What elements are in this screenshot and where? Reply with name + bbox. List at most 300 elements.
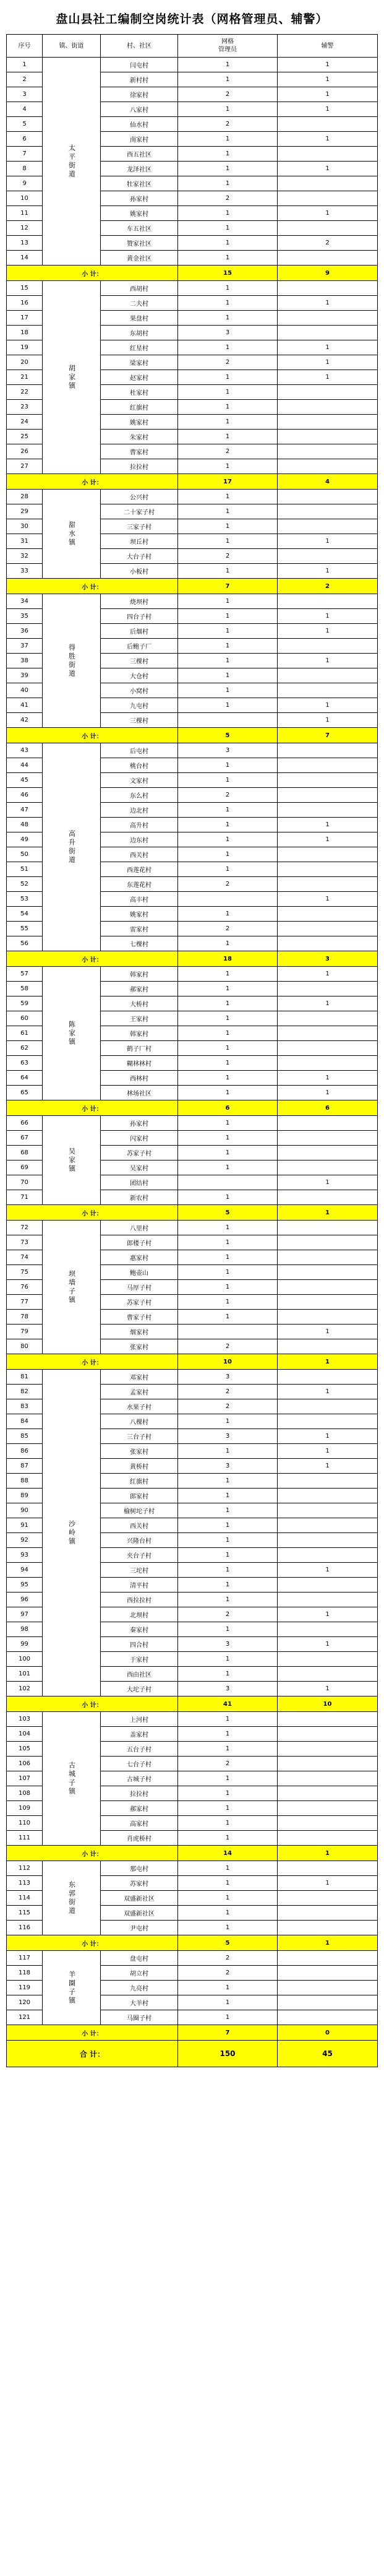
grid-admin-count: 2 [178, 117, 278, 132]
row-index: 74 [7, 1250, 43, 1265]
auxiliary-police-count: 1 [278, 1682, 378, 1696]
row-index: 64 [7, 1071, 43, 1086]
row-index: 36 [7, 624, 43, 639]
village-name: 八棵村 [101, 1414, 178, 1429]
grid-admin-count: 1 [178, 803, 278, 818]
row-index: 51 [7, 862, 43, 877]
row-index: 22 [7, 385, 43, 400]
auxiliary-police-count [278, 1190, 378, 1205]
vacancy-table [6, 34, 378, 2067]
auxiliary-police-count [278, 147, 378, 162]
village-name: 大桥村 [101, 996, 178, 1011]
auxiliary-police-count [278, 1339, 378, 1354]
auxiliary-police-count [278, 936, 378, 951]
row-index: 80 [7, 1339, 43, 1354]
row-index: 21 [7, 370, 43, 385]
row-index: 73 [7, 1235, 43, 1250]
auxiliary-police-count [278, 1966, 378, 1981]
row-index: 46 [7, 788, 43, 803]
row-index: 40 [7, 683, 43, 698]
auxiliary-police-count [278, 877, 378, 892]
auxiliary-police-count [278, 1026, 378, 1041]
grid-admin-count: 1 [178, 1831, 278, 1846]
village-name: 高丰村 [101, 892, 178, 907]
subtotal-label: 小 计： [7, 1846, 178, 1861]
auxiliary-police-count [278, 459, 378, 474]
table-row [7, 1370, 378, 1385]
row-index: 45 [7, 773, 43, 788]
subtotal-label: 小 计： [7, 1100, 178, 1116]
table-row [7, 281, 378, 296]
row-index: 90 [7, 1503, 43, 1518]
village-name: 双盛新社区 [101, 1906, 178, 1921]
grid-admin-count: 1 [178, 2010, 278, 2025]
row-index: 28 [7, 490, 43, 504]
subtotal-label: 小 计： [7, 266, 178, 281]
total-grid-admin: 150 [178, 2041, 278, 2067]
auxiliary-police-count [278, 2010, 378, 2025]
header-village: 村、社区 [101, 35, 178, 58]
row-index: 112 [7, 1861, 43, 1876]
auxiliary-police-count [278, 1280, 378, 1295]
row-index: 116 [7, 1921, 43, 1935]
grid-admin-count: 1 [178, 58, 278, 72]
row-index: 79 [7, 1325, 43, 1339]
grid-admin-count: 1 [178, 683, 278, 698]
subtotal-label: 小 计： [7, 1354, 178, 1370]
subtotal-auxiliary-police: 1 [278, 1205, 378, 1221]
auxiliary-police-count [278, 1414, 378, 1429]
auxiliary-police-count: 1 [278, 87, 378, 102]
village-name: 邓家村 [101, 1370, 178, 1385]
grid-admin-count: 1 [178, 624, 278, 639]
grid-admin-count: 1 [178, 1221, 278, 1235]
row-index: 62 [7, 1041, 43, 1056]
auxiliary-police-count: 1 [278, 1563, 378, 1578]
auxiliary-police-count [278, 1116, 378, 1131]
row-index: 15 [7, 281, 43, 296]
auxiliary-police-count [278, 907, 378, 922]
auxiliary-police-count [278, 1771, 378, 1786]
auxiliary-police-count [278, 922, 378, 936]
grid-admin-count: 1 [178, 1414, 278, 1429]
village-name: 小板村 [101, 564, 178, 579]
grid-admin-count: 2 [178, 788, 278, 803]
auxiliary-police-count [278, 1995, 378, 2010]
grid-admin-count: 1 [178, 1503, 278, 1518]
table-row [7, 1861, 378, 1876]
auxiliary-police-count: 1 [278, 1876, 378, 1891]
village-name: 东么村 [101, 788, 178, 803]
header-auxiliary-police: 辅警 [278, 35, 378, 58]
total-auxiliary-police: 45 [278, 2041, 378, 2067]
village-name: 西关村 [101, 847, 178, 862]
total-row [7, 2041, 378, 2067]
grid-admin-count: 1 [178, 1056, 278, 1071]
grid-admin-count [178, 1325, 278, 1339]
village-name: 拉拉村 [101, 459, 178, 474]
row-index: 94 [7, 1563, 43, 1578]
village-name: 大台子村 [101, 549, 178, 564]
village-name: 于家村 [101, 1652, 178, 1667]
grid-admin-count: 1 [178, 862, 278, 877]
grid-admin-count: 1 [178, 340, 278, 355]
row-index: 16 [7, 296, 43, 311]
subtotal-row [7, 2025, 378, 2041]
village-name: 牡家社区 [101, 176, 178, 191]
village-name: 赞家社区 [101, 236, 178, 251]
village-name: 八家村 [101, 102, 178, 117]
grid-admin-count: 2 [178, 549, 278, 564]
row-index: 66 [7, 1116, 43, 1131]
table-body [7, 58, 378, 2067]
auxiliary-police-count [278, 1727, 378, 1742]
grid-admin-count: 1 [178, 1816, 278, 1831]
grid-admin-count: 1 [178, 1727, 278, 1742]
village-name: 团结村 [101, 1175, 178, 1190]
header-town: 镇、街道 [43, 35, 101, 58]
grid-admin-count: 1 [178, 1667, 278, 1682]
grid-admin-count: 2 [178, 444, 278, 459]
grid-admin-count: 2 [178, 1966, 278, 1981]
village-name: 八里村 [101, 1221, 178, 1235]
row-index: 35 [7, 609, 43, 624]
auxiliary-police-count [278, 400, 378, 415]
grid-admin-count: 1 [178, 534, 278, 549]
village-name: 红星村 [101, 340, 178, 355]
grid-admin-count: 1 [178, 1295, 278, 1310]
village-name: 西关村 [101, 1518, 178, 1533]
subtotal-grid-admin: 15 [178, 266, 278, 281]
village-name: 后屯村 [101, 743, 178, 758]
row-index: 120 [7, 1995, 43, 2010]
grid-admin-count: 1 [178, 1921, 278, 1935]
grid-admin-count: 3 [178, 1637, 278, 1652]
auxiliary-police-count [278, 1981, 378, 1995]
auxiliary-police-count [278, 1786, 378, 1801]
village-name: 南家村 [101, 132, 178, 147]
village-name: 肖虎桥村 [101, 1831, 178, 1846]
subtotal-grid-admin: 5 [178, 1935, 278, 1951]
auxiliary-police-count [278, 1712, 378, 1727]
village-name: 孟家村 [101, 1385, 178, 1399]
village-name: 红旗村 [101, 400, 178, 415]
row-index: 100 [7, 1652, 43, 1667]
grid-admin-count: 1 [178, 1474, 278, 1489]
row-index: 14 [7, 251, 43, 266]
row-index: 113 [7, 1876, 43, 1891]
grid-admin-count: 1 [178, 847, 278, 862]
table-row [7, 967, 378, 982]
auxiliary-police-count: 1 [278, 1325, 378, 1339]
auxiliary-police-count [278, 1146, 378, 1160]
village-name: 姚家村 [101, 206, 178, 221]
row-index: 53 [7, 892, 43, 907]
auxiliary-police-count [278, 639, 378, 654]
auxiliary-police-count [278, 1518, 378, 1533]
row-index: 76 [7, 1280, 43, 1295]
subtotal-grid-admin: 18 [178, 951, 278, 967]
grid-admin-count: 1 [178, 519, 278, 534]
subtotal-auxiliary-police: 3 [278, 951, 378, 967]
subtotal-grid-admin: 14 [178, 1846, 278, 1861]
village-name: 二十家子村 [101, 504, 178, 519]
village-name: 五台子村 [101, 1742, 178, 1757]
village-name: 张家村 [101, 1339, 178, 1354]
auxiliary-police-count: 1 [278, 892, 378, 907]
auxiliary-police-count [278, 1593, 378, 1607]
grid-admin-count: 1 [178, 564, 278, 579]
auxiliary-police-count: 1 [278, 340, 378, 355]
grid-admin-count: 1 [178, 1235, 278, 1250]
grid-admin-count: 1 [178, 1891, 278, 1906]
grid-admin-count: 1 [178, 1995, 278, 2010]
village-name: 边北村 [101, 803, 178, 818]
village-name: 孙家村 [101, 191, 178, 206]
village-name: 鹤子厂村 [101, 1041, 178, 1056]
row-index: 70 [7, 1175, 43, 1190]
village-name: 三坨村 [101, 1563, 178, 1578]
grid-admin-count: 1 [178, 1190, 278, 1205]
row-index: 10 [7, 191, 43, 206]
auxiliary-police-count [278, 490, 378, 504]
subtotal-grid-admin: 7 [178, 2025, 278, 2041]
village-name: 苏家村 [101, 1876, 178, 1891]
row-index: 9 [7, 176, 43, 191]
table-row [7, 490, 378, 504]
village-name: 大仓村 [101, 668, 178, 683]
town-name: 甜水镇 [43, 490, 101, 579]
auxiliary-police-count [278, 1548, 378, 1563]
village-name: 郝家村 [101, 1801, 178, 1816]
row-index: 31 [7, 534, 43, 549]
row-index: 103 [7, 1712, 43, 1727]
grid-admin-count: 1 [178, 385, 278, 400]
grid-admin-count: 1 [178, 1131, 278, 1146]
town-name: 坝墙子镇 [43, 1221, 101, 1354]
auxiliary-police-count [278, 773, 378, 788]
village-name: 小窝村 [101, 683, 178, 698]
village-name: 拉拉村 [101, 1786, 178, 1801]
row-index: 41 [7, 698, 43, 713]
row-index: 96 [7, 1593, 43, 1607]
row-index: 23 [7, 400, 43, 415]
grid-admin-count: 1 [178, 1786, 278, 1801]
row-index: 67 [7, 1131, 43, 1146]
auxiliary-police-count [278, 1801, 378, 1816]
village-name: 七台子村 [101, 1757, 178, 1771]
auxiliary-police-count: 1 [278, 132, 378, 147]
village-name: 古城子村 [101, 1771, 178, 1786]
auxiliary-police-count [278, 1399, 378, 1414]
grid-admin-count: 2 [178, 1607, 278, 1622]
grid-admin-count: 1 [178, 1622, 278, 1637]
village-name: 坝丘村 [101, 534, 178, 549]
village-name: 清平村 [101, 1578, 178, 1593]
village-name: 公兴村 [101, 490, 178, 504]
row-index: 2 [7, 72, 43, 87]
row-index: 57 [7, 967, 43, 982]
village-name: 盖家村 [101, 1727, 178, 1742]
grid-admin-count: 1 [178, 415, 278, 430]
table-row [7, 1712, 378, 1727]
village-name: 韩家村 [101, 1026, 178, 1041]
grid-admin-count: 1 [178, 594, 278, 609]
town-name: 东郭街道 [43, 1861, 101, 1935]
grid-admin-count: 1 [178, 72, 278, 87]
grid-admin-count: 1 [178, 818, 278, 832]
row-index: 95 [7, 1578, 43, 1593]
grid-admin-count: 3 [178, 1429, 278, 1444]
village-name: 新农村 [101, 1190, 178, 1205]
grid-admin-count: 1 [178, 221, 278, 236]
row-index: 69 [7, 1160, 43, 1175]
row-index: 44 [7, 758, 43, 773]
grid-admin-count: 1 [178, 1489, 278, 1503]
grid-admin-count: 1 [178, 296, 278, 311]
subtotal-row [7, 474, 378, 490]
auxiliary-police-count [278, 444, 378, 459]
grid-admin-count: 1 [178, 1310, 278, 1325]
village-name: 韩家村 [101, 967, 178, 982]
row-index: 48 [7, 818, 43, 832]
grid-admin-count: 3 [178, 1459, 278, 1474]
subtotal-auxiliary-police: 1 [278, 1935, 378, 1951]
grid-admin-count: 1 [178, 281, 278, 296]
row-index: 86 [7, 1444, 43, 1459]
auxiliary-police-count [278, 1131, 378, 1146]
village-name: 黄金社区 [101, 251, 178, 266]
row-index: 109 [7, 1801, 43, 1816]
grid-admin-count: 1 [178, 1116, 278, 1131]
grid-admin-count: 1 [178, 1533, 278, 1548]
table-row [7, 1221, 378, 1235]
subtotal-label: 小 计： [7, 951, 178, 967]
subtotal-auxiliary-police: 1 [278, 1846, 378, 1861]
village-name: 林场社区 [101, 1086, 178, 1100]
village-name: 东莲花村 [101, 877, 178, 892]
grid-admin-count: 1 [178, 1026, 278, 1041]
row-index: 6 [7, 132, 43, 147]
grid-admin-count: 1 [178, 102, 278, 117]
row-index: 84 [7, 1414, 43, 1429]
subtotal-grid-admin: 6 [178, 1100, 278, 1116]
grid-admin-count: 2 [178, 1385, 278, 1399]
grid-admin-count: 1 [178, 311, 278, 326]
grid-admin-count: 2 [178, 1339, 278, 1354]
auxiliary-police-count [278, 847, 378, 862]
auxiliary-police-count: 1 [278, 370, 378, 385]
subtotal-row [7, 1205, 378, 1221]
grid-admin-count: 1 [178, 936, 278, 951]
grid-admin-count: 1 [178, 1160, 278, 1175]
grid-admin-count: 1 [178, 996, 278, 1011]
village-name: 车五社区 [101, 221, 178, 236]
auxiliary-police-count [278, 1533, 378, 1548]
auxiliary-police-count [278, 683, 378, 698]
village-name: 烟家村 [101, 1325, 178, 1339]
auxiliary-police-count [278, 1578, 378, 1593]
village-name: 仙水村 [101, 117, 178, 132]
row-index: 24 [7, 415, 43, 430]
row-index: 13 [7, 236, 43, 251]
grid-admin-count: 1 [178, 698, 278, 713]
grid-admin-count: 1 [178, 773, 278, 788]
village-name: 高升村 [101, 818, 178, 832]
village-name: 曹家子村 [101, 1310, 178, 1325]
row-index: 43 [7, 743, 43, 758]
auxiliary-police-count: 1 [278, 206, 378, 221]
auxiliary-police-count [278, 430, 378, 444]
row-index: 18 [7, 326, 43, 340]
village-name: 夹台子村 [101, 1548, 178, 1563]
grid-admin-count: 2 [178, 1399, 278, 1414]
subtotal-auxiliary-police: 7 [278, 728, 378, 743]
village-name: 西胡村 [101, 281, 178, 296]
subtotal-row [7, 1846, 378, 1861]
village-name: 盘屯村 [101, 1951, 178, 1966]
auxiliary-police-count: 1 [278, 713, 378, 728]
subtotal-label: 小 计： [7, 1935, 178, 1951]
grid-admin-count: 1 [178, 1771, 278, 1786]
row-index: 105 [7, 1742, 43, 1757]
auxiliary-police-count [278, 1816, 378, 1831]
village-name: 新村村 [101, 72, 178, 87]
row-index: 115 [7, 1906, 43, 1921]
village-name: 姚家村 [101, 415, 178, 430]
grid-admin-count: 1 [178, 504, 278, 519]
grid-admin-count: 1 [178, 400, 278, 415]
subtotal-label: 小 计： [7, 728, 178, 743]
table-row [7, 58, 378, 72]
row-index: 49 [7, 832, 43, 847]
subtotal-auxiliary-police: 0 [278, 2025, 378, 2041]
row-index: 104 [7, 1727, 43, 1742]
grid-admin-count: 1 [178, 832, 278, 847]
village-name: 张家村 [101, 1444, 178, 1459]
village-name: 马厚子村 [101, 1280, 178, 1295]
subtotal-grid-admin: 17 [178, 474, 278, 490]
town-name: 得胜街道 [43, 594, 101, 728]
village-name: 尹屯村 [101, 1921, 178, 1935]
auxiliary-police-count: 1 [278, 1429, 378, 1444]
grid-admin-count: 3 [178, 326, 278, 340]
village-name: 吴家村 [101, 1160, 178, 1175]
auxiliary-police-count: 1 [278, 72, 378, 87]
grid-admin-count: 2 [178, 922, 278, 936]
village-name: 文家村 [101, 773, 178, 788]
auxiliary-police-count: 2 [278, 236, 378, 251]
row-index: 27 [7, 459, 43, 474]
auxiliary-police-count [278, 1906, 378, 1921]
row-index: 4 [7, 102, 43, 117]
village-name: 胡立村 [101, 1966, 178, 1981]
grid-admin-count: 1 [178, 1652, 278, 1667]
row-index: 8 [7, 162, 43, 176]
subtotal-grid-admin: 41 [178, 1696, 278, 1712]
auxiliary-police-count [278, 1160, 378, 1175]
row-index: 117 [7, 1951, 43, 1966]
auxiliary-police-count: 1 [278, 162, 378, 176]
subtotal-row [7, 728, 378, 743]
village-name: 红旗村 [101, 1474, 178, 1489]
row-index: 107 [7, 1771, 43, 1786]
row-index: 54 [7, 907, 43, 922]
auxiliary-police-count [278, 1235, 378, 1250]
auxiliary-police-count [278, 1310, 378, 1325]
row-index: 34 [7, 594, 43, 609]
grid-admin-count [178, 1175, 278, 1190]
